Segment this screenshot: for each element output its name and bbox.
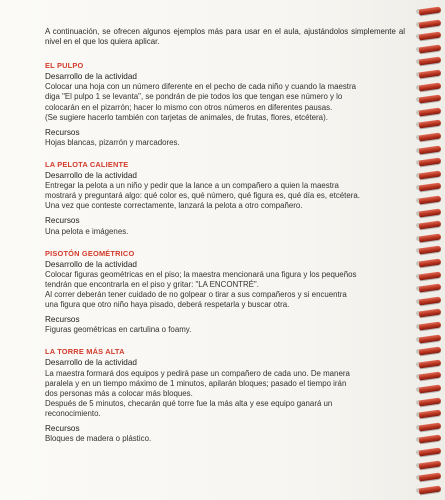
spiral-loop	[419, 435, 442, 444]
spiral-loop	[419, 271, 442, 280]
activity-section-pisoton-geometrico	[45, 249, 405, 336]
description-line: La maestra formará dos equipos y pedirá pase un compañero de cada uno. De manera	[45, 368, 350, 378]
activity-title: LA PELOTA CALIENTE	[45, 159, 129, 169]
spiral-loop	[419, 347, 442, 356]
spiral-loop	[419, 120, 442, 129]
description-line: colocarán en el pizarrón; hacer lo mismo con otros números en diferentes pausas.	[45, 102, 333, 112]
description-line: Colocar figuras geométricas en el piso; la maestra mencionará una figura y los pequeños	[45, 269, 357, 279]
spiral-loop	[419, 359, 442, 368]
spiral-loop	[419, 132, 442, 141]
development-heading: Desarrollo de la actividad	[45, 259, 137, 269]
spiral-loop	[419, 309, 442, 318]
description-line: Después de 5 minutos, checarán qué torre fue la más alta y ese equipo ganará un	[45, 398, 333, 408]
description-line: mostrará y preguntará algo: qué color es, qué número, qué figura es, qué día es, etcétera.	[45, 191, 360, 201]
spiral-loop	[419, 158, 442, 167]
resources-heading: Recursos	[45, 216, 80, 226]
activity-title: PISOTÓN GEOMÉTRICO	[45, 248, 135, 258]
spiral-loop	[419, 334, 442, 343]
resources-heading: Recursos	[45, 127, 80, 137]
spiral-loop	[419, 284, 442, 293]
spiral-loop	[419, 6, 442, 15]
description-line: tendrán que encontrarla en el piso y gritar: "LA ENCONTRÉ".	[45, 279, 259, 289]
spiral-loop	[419, 82, 442, 91]
spiral-loop	[419, 296, 442, 305]
spiral-loop	[419, 170, 442, 179]
spiral-loop	[419, 19, 442, 28]
description-line: dos personas más a colocar más bloques.	[45, 388, 193, 398]
description-line: paralela y en un tiempo máximo de 1 minutos, apilarán bloques; pasado el tiempo irán	[45, 378, 347, 388]
description-line: una figura que otro niño haya pisado, deberá respetarla y buscar otra.	[45, 300, 290, 310]
resources-text: Figuras geométricas en cartulina o foamy.	[45, 325, 192, 335]
spiral-loop	[419, 410, 442, 419]
spiral-loop	[419, 107, 442, 116]
intro-paragraph: A continuación, se ofrecen algunos ejemplos más para usar en el aula, ajustándolos simplemente al nivel en el que los quiera aplicar.	[45, 27, 405, 47]
page-content	[45, 27, 405, 456]
description-line: Entregar la pelota a un niño y pedir que la lance a un compañero a quien la maestra	[45, 181, 339, 191]
spiral-loop	[419, 95, 442, 104]
activity-title: LA TORRE MÁS ALTA	[45, 347, 125, 357]
development-heading: Desarrollo de la actividad	[45, 72, 137, 82]
spiral-loop	[419, 32, 442, 41]
resources-text: Bloques de madera o plástico.	[45, 434, 152, 444]
description-line: reconocimiento.	[45, 408, 101, 418]
activity-title: EL PULPO	[45, 61, 84, 71]
resources-text: Hojas blancas, pizarrón y marcadores.	[45, 137, 180, 147]
resources-heading: Recursos	[45, 424, 80, 433]
spiral-loop	[419, 145, 442, 154]
spiral-loop	[419, 384, 442, 393]
description-line: Una vez que conteste correctamente, lanzará la pelota a otro compañero.	[45, 201, 303, 211]
activity-section-la-pelota-caliente	[45, 160, 405, 237]
activity-section-la-torre-mas-alta	[45, 347, 405, 444]
development-heading: Desarrollo de la actividad	[45, 358, 137, 368]
spiral-loop	[419, 447, 442, 456]
activity-section-el-pulpo	[45, 61, 405, 148]
resources-heading: Recursos	[45, 315, 80, 325]
spiral-loop	[419, 460, 442, 469]
description-line: (Se sugiere hacerlo también con tarjetas de animales, de frutas, flores, etcétera).	[45, 112, 328, 122]
spiral-loop	[419, 258, 442, 267]
spiral-loop	[419, 372, 442, 381]
spiral-loop	[419, 57, 442, 66]
spiral-loop	[419, 422, 442, 431]
spiral-binding	[413, 0, 445, 500]
spiral-loop	[419, 246, 442, 255]
spiral-loop	[419, 473, 442, 482]
spiral-loop	[419, 221, 442, 230]
spiral-loop	[419, 44, 442, 53]
spiral-loop	[419, 183, 442, 192]
spiral-loop	[419, 233, 442, 242]
spiral-loop	[419, 208, 442, 217]
spiral-loop	[419, 321, 442, 330]
spiral-loop	[419, 195, 442, 204]
description-line: Colocar una hoja con un número diferente en el pecho de cada niño y cuando la maestra	[45, 82, 357, 92]
spiral-loop	[419, 397, 442, 406]
spiral-loop	[419, 485, 442, 494]
resources-text: Una pelota e imágenes.	[45, 226, 129, 236]
description-line: diga "El pulpo 1 se levanta", se pondrán de pie todos los que tengan ese número y lo	[45, 92, 343, 102]
development-heading: Desarrollo de la actividad	[45, 171, 137, 181]
description-line: Al correr deberán tener cuidado de no golpear o tirar a sus compañeros y si encuentra	[45, 289, 347, 299]
spiral-loop	[419, 69, 442, 78]
